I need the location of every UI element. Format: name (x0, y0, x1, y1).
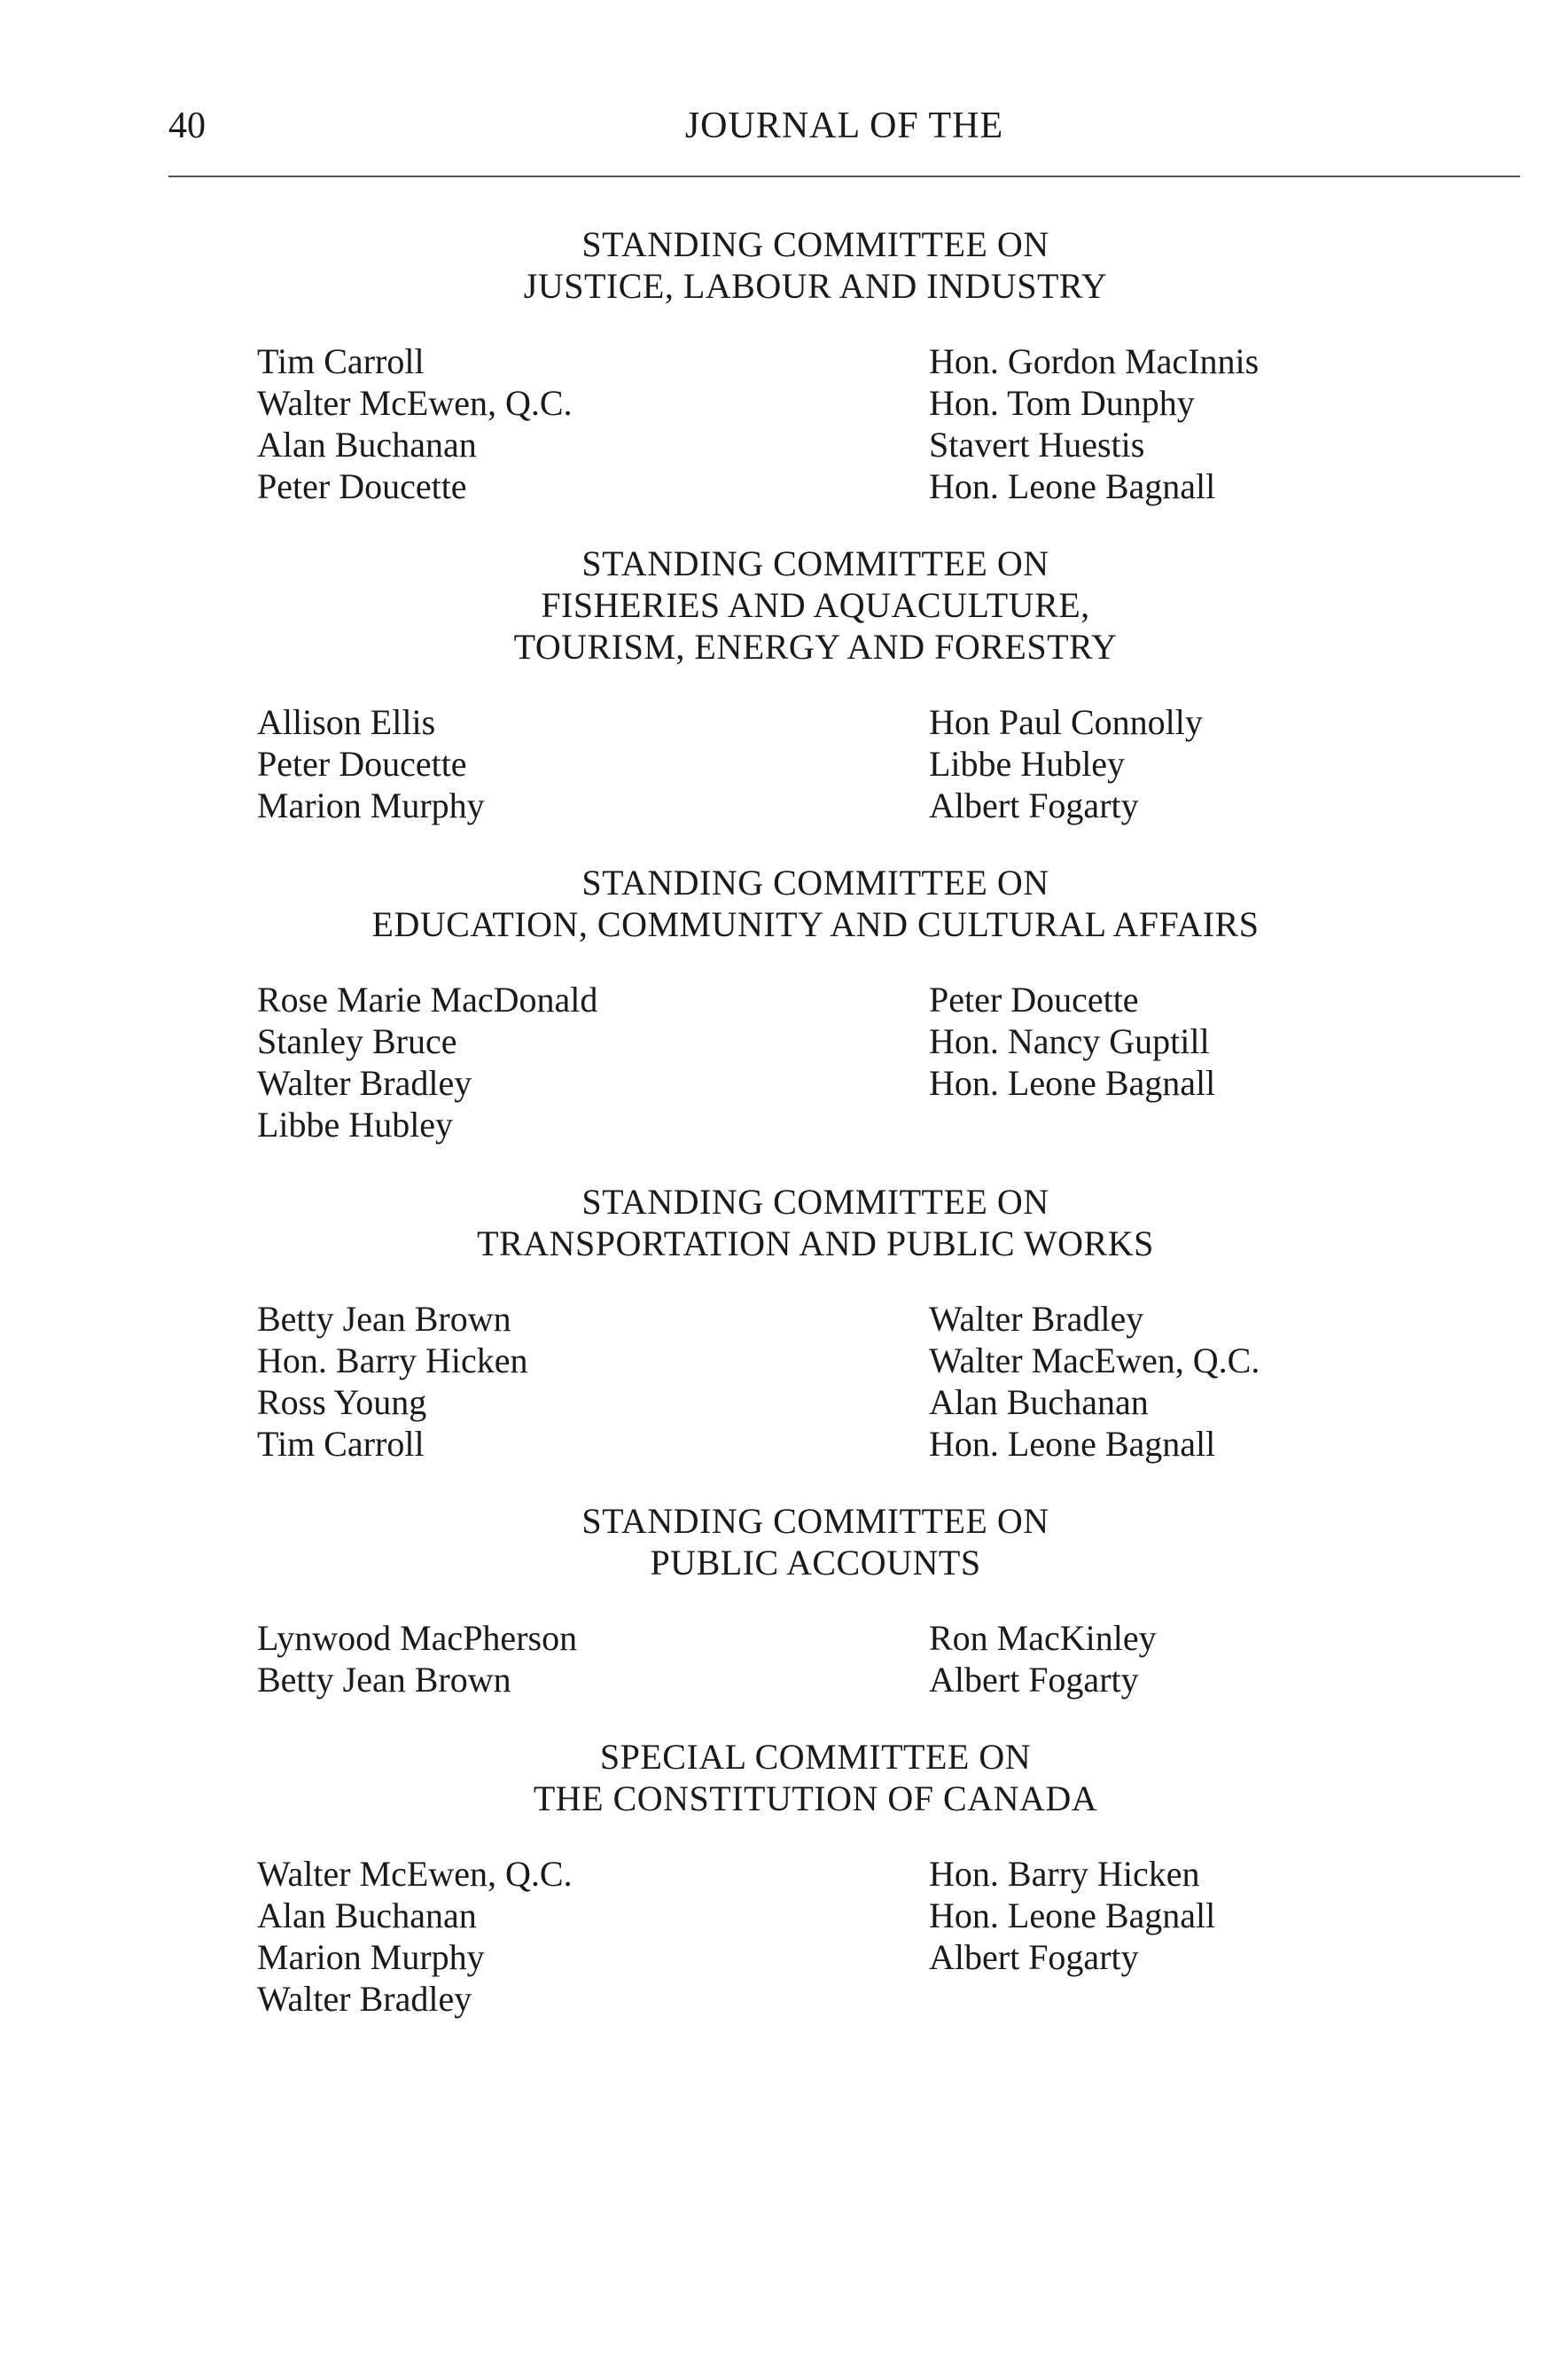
member-name: Walter McEwen, Q.C. (257, 383, 573, 423)
member-name: Walter MacEwen, Q.C. (929, 1340, 1260, 1380)
member-name: Albert Fogarty (929, 785, 1139, 825)
member-column-right (929, 701, 1372, 826)
committee-title-line: STANDING COMMITTEE ON (581, 224, 1049, 264)
member-name: Ron MacKinley (929, 1618, 1157, 1658)
committee-title-line: TRANSPORTATION AND PUBLIC WORKS (477, 1223, 1154, 1263)
committee-title-line: STANDING COMMITTEE ON (581, 863, 1049, 903)
member-name: Betty Jean Brown (257, 1299, 511, 1339)
member-column-left (257, 1853, 929, 2020)
member-columns (257, 979, 1374, 1145)
committee-section (257, 1736, 1374, 2020)
member-column-right (929, 1298, 1372, 1465)
member-name: Allison Ellis (257, 702, 436, 742)
member-column-left (257, 979, 929, 1145)
member-name: Peter Doucette (257, 466, 467, 506)
committee-title (257, 1736, 1374, 1819)
member-name: Peter Doucette (929, 980, 1139, 1020)
member-column-right (929, 1617, 1372, 1700)
committee-title-line: STANDING COMMITTEE ON (581, 543, 1049, 583)
committee-title (257, 543, 1374, 668)
committee-title-line: STANDING COMMITTEE ON (581, 1501, 1049, 1541)
committee-title (257, 1181, 1374, 1264)
committee-section (257, 543, 1374, 826)
committee-title-line: EDUCATION, COMMUNITY AND CULTURAL AFFAIRS (371, 904, 1260, 944)
committee-title-line: JUSTICE, LABOUR AND INDUSTRY (523, 266, 1108, 306)
member-name: Hon. Leone Bagnall (929, 1895, 1216, 1935)
member-name: Peter Doucette (257, 744, 467, 784)
committee-title-line: FISHERIES AND AQUACULTURE, (541, 585, 1090, 625)
member-name: Alan Buchanan (257, 425, 477, 465)
member-name: Marion Murphy (257, 785, 485, 825)
member-name: Hon Paul Connolly (929, 702, 1203, 742)
member-name: Walter Bradley (257, 1063, 472, 1103)
member-columns (257, 1617, 1374, 1700)
member-column-left (257, 1298, 929, 1465)
committee-section (257, 223, 1374, 507)
member-name: Hon. Gordon MacInnis (929, 341, 1260, 381)
committee-title (257, 1500, 1374, 1583)
member-name: Alan Buchanan (257, 1895, 477, 1935)
member-name: Lynwood MacPherson (257, 1618, 578, 1658)
member-name: Hon. Tom Dunphy (929, 383, 1195, 423)
member-columns (257, 701, 1374, 826)
member-name: Tim Carroll (257, 1424, 425, 1464)
member-name: Walter Bradley (257, 1979, 472, 2019)
committee-section (257, 1500, 1374, 1700)
member-column-right (929, 340, 1372, 507)
committee-title (257, 862, 1374, 945)
page-number: 40 (168, 106, 206, 146)
running-head: JOURNAL OF THE (684, 106, 1004, 146)
committee-list (257, 223, 1374, 2055)
member-columns (257, 340, 1374, 507)
member-columns (257, 1298, 1374, 1465)
committee-section (257, 1181, 1374, 1465)
member-column-left (257, 701, 929, 826)
header-rule (168, 176, 1520, 177)
member-name: Stavert Huestis (929, 425, 1145, 465)
member-name: Albert Fogarty (929, 1660, 1139, 1700)
committee-title-line: THE CONSTITUTION OF CANADA (533, 1778, 1098, 1818)
committee-title-line: STANDING COMMITTEE ON (581, 1182, 1049, 1222)
member-name: Alan Buchanan (929, 1382, 1149, 1422)
member-name: Walter Bradley (929, 1299, 1144, 1339)
member-columns (257, 1853, 1374, 2020)
committee-title-line: TOURISM, ENERGY AND FORESTRY (513, 627, 1118, 667)
member-name: Hon. Nancy Guptill (929, 1021, 1210, 1061)
member-name: Rose Marie MacDonald (257, 980, 598, 1020)
member-column-left (257, 1617, 929, 1700)
committee-title-line: PUBLIC ACCOUNTS (650, 1543, 981, 1583)
member-name: Libbe Hubley (929, 744, 1126, 784)
committee-section (257, 862, 1374, 1145)
member-column-right (929, 979, 1372, 1145)
member-name: Hon. Leone Bagnall (929, 466, 1216, 506)
member-column-left (257, 340, 929, 507)
member-name: Tim Carroll (257, 341, 425, 381)
member-name: Marion Murphy (257, 1937, 485, 1977)
member-name: Hon. Barry Hicken (257, 1340, 528, 1380)
member-column-right (929, 1853, 1372, 2020)
page-header (168, 99, 1520, 152)
member-name: Stanley Bruce (257, 1021, 457, 1061)
member-name: Walter McEwen, Q.C. (257, 1854, 573, 1894)
member-name: Libbe Hubley (257, 1105, 454, 1145)
member-name: Betty Jean Brown (257, 1660, 511, 1700)
member-name: Ross Young (257, 1382, 427, 1422)
committee-title (257, 223, 1374, 307)
member-name: Hon. Leone Bagnall (929, 1063, 1216, 1103)
committee-title-line: SPECIAL COMMITTEE ON (599, 1737, 1032, 1777)
member-name: Albert Fogarty (929, 1937, 1139, 1977)
member-name: Hon. Barry Hicken (929, 1854, 1200, 1894)
member-name: Hon. Leone Bagnall (929, 1424, 1216, 1464)
